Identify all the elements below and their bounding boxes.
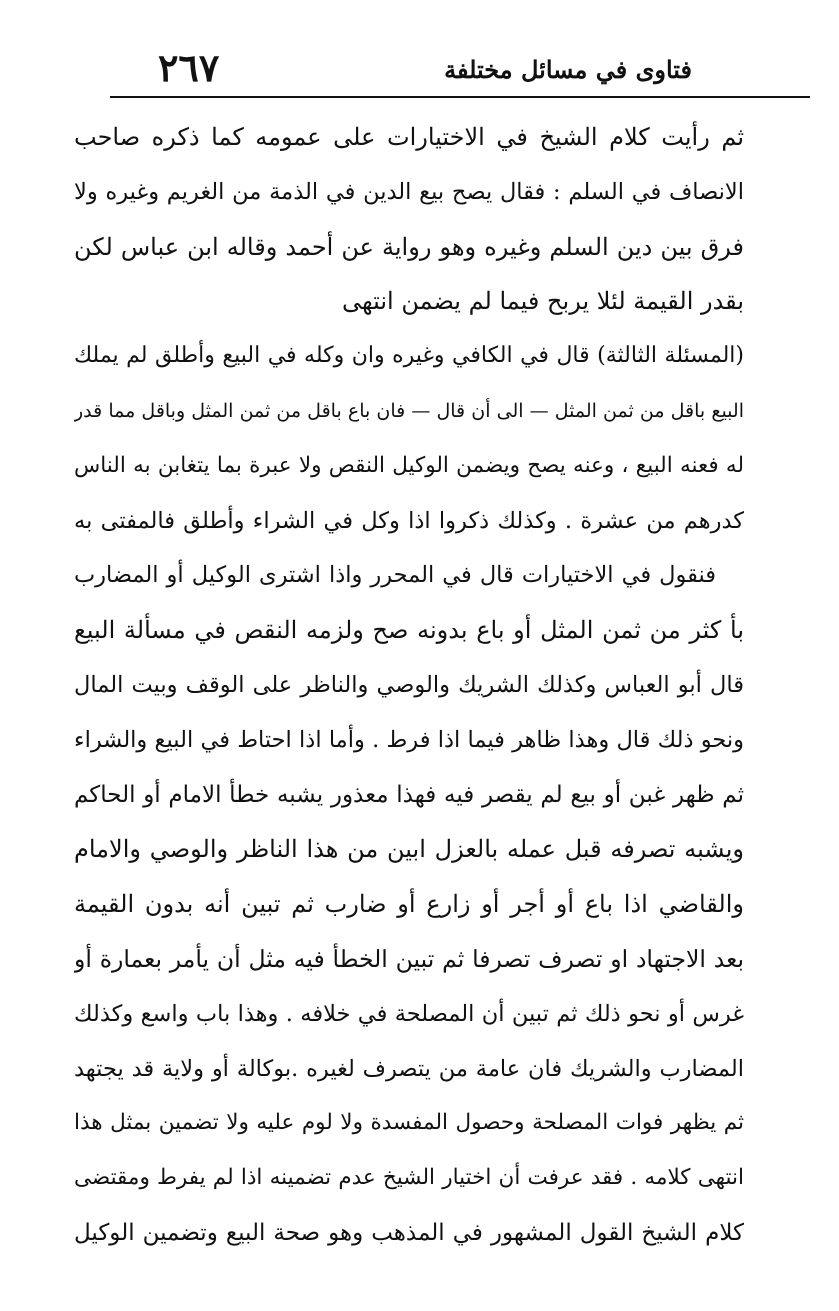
- text-line: انتهى كلامه . فقد عرفت أن اختيار الشيخ عدم تضمينه اذا لم يفرط ومقتضى: [74, 1165, 744, 1191]
- header-rule: [110, 96, 810, 98]
- text-line: والقاضي اذا باع أو أجر أو زارع أو ضارب ثم تبين أنه بدون القيمة: [74, 890, 744, 919]
- text-line: فنقول في الاختيارات قال في المحرر واذا اشترى الوكيل أو المضارب: [74, 562, 716, 589]
- text-line: فرق بين دين السلم وغيره وهو رواية عن أحمد وقاله ابن عباس لكن: [74, 232, 744, 261]
- text-line: ثم ظهر غبن أو بيع لم يقصر فيه فهذا معذور يشبه خطأ الامام أو الحاكم: [74, 781, 744, 808]
- text-line: (المسئلة الثالثة) قال في الكافي وغيره وان وكله في البيع وأطلق لم يملك: [74, 343, 744, 369]
- text-line: ثم رأيت كلام الشيخ في الاختيارات على عمومه كما ذكره صاحب: [74, 123, 744, 151]
- text-line: له فعنه البيع ، وعنه يصح ويضمن الوكيل النقص ولا عبرة بما يتغابن به الناس: [74, 452, 744, 478]
- text-line: كلام الشيخ القول المشهور في المذهب وهو صحة البيع وتضمين الوكيل: [74, 1219, 744, 1246]
- page-header: [110, 40, 810, 98]
- text-line: بقدر القيمة لئلا يربح فيما لم يضمن انتهى: [342, 287, 744, 316]
- page-body: [74, 110, 744, 1261]
- text-line: بعد الاجتهاد او تصرف تصرفا ثم تبين الخطأ فيه مثل أن يأمر بعمارة أو: [74, 944, 744, 973]
- text-line: ثم يظهر فوات المصلحة وحصول المفسدة ولا لوم عليه ولا تضمين بمثل هذا: [74, 1110, 744, 1136]
- running-title: فتاوى في مسائل مختلفة: [444, 55, 692, 84]
- text-line: كدرهم من عشرة . وكذلك ذكروا اذا وكل في الشراء وأطلق فالمفتى به: [74, 507, 744, 534]
- text-line: المضارب والشريك فان عامة من يتصرف لغيره .بوكالة أو ولاية قد يجتهد: [74, 1055, 744, 1082]
- page-number: ٢٦٧: [158, 45, 220, 90]
- text-line: ويشبه تصرفه قبل عمله بالعزل ابين من هذا الناظر والوصي والامام: [74, 835, 744, 864]
- text-line: ونحو ذلك قال وهذا ظاهر فيما اذا فرط . وأما اذا احتاط في البيع والشراء: [74, 726, 744, 753]
- text-line: قال أبو العباس وكذلك الشريك والوصي والناظر على الوقف وبيت المال: [74, 671, 744, 698]
- text-line: الانصاف في السلم : فقال يصح بيع الدين في الذمة من الغريم وغيره ولا: [74, 178, 744, 205]
- text-line: بأ كثر من ثمن المثل أو باع بدونه صح ولزمه النقص في مسألة البيع: [74, 616, 744, 645]
- text-line: البيع باقل من ثمن المثل — الى أن قال — فان باع باقل من ثمن المثل وباقل مما قدر: [74, 399, 744, 422]
- text-line: غرس أو نحو ذلك ثم تبين أن المصلحة في خلافه . وهذا باب واسع وكذلك: [74, 1000, 744, 1027]
